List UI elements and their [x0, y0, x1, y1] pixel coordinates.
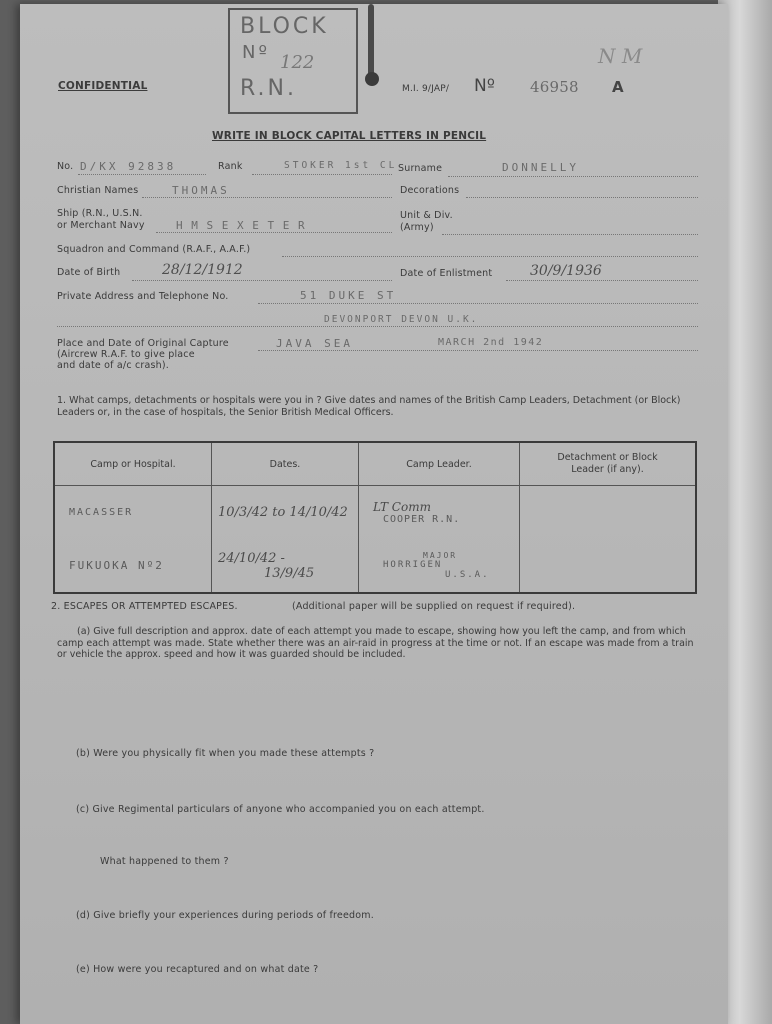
detachment-cell: [520, 539, 697, 593]
question-2e: (e) How were you recaptured and on what date ?: [76, 964, 319, 975]
surname-line: [448, 176, 698, 177]
service-no-label: No.: [57, 161, 74, 172]
leader-value-3: U.S.A.: [445, 570, 490, 580]
dates-value-2: 13/9/45: [264, 565, 315, 581]
handwritten-initials: N M: [598, 44, 643, 68]
camp-value: MACASSER: [69, 507, 134, 518]
question-2c: (c) Give Regimental particulars of anyone who accompanied you on each attempt.: [76, 804, 485, 815]
enlistment-label: Date of Enlistment: [400, 268, 493, 279]
document-page: [20, 4, 728, 1024]
dates-value: 10/3/42 to 14/10/42: [218, 505, 348, 520]
stamp-line-1: BLOCK: [240, 14, 329, 39]
service-no-line: [78, 174, 206, 175]
camp-cell: [54, 539, 212, 593]
leader-value-1: MAJOR: [423, 551, 458, 560]
capture-label-1: Place and Date of Original Capture: [57, 338, 229, 349]
squadron-label: Squadron and Command (R.A.F., A.A.F.): [57, 244, 251, 255]
question-2-heading: 2. ESCAPES OR ATTEMPTED ESCAPES.: [51, 601, 238, 612]
table-header-row: [54, 442, 696, 486]
leader-cell: [359, 486, 520, 540]
col-camp-header: Camp or Hospital.: [54, 442, 212, 486]
ship-label-2: or Merchant Navy: [57, 220, 145, 231]
dob-line: [132, 280, 392, 281]
question-2a: (a) Give full description and approx. date of each attempt you made to escape, showing how you left the camp, and from which camp each attempt was made. State whether there was an air-raid in progress at the time or not. If an escape was made from a train or vehicle the approx. speed and how it was guarded should be included.: [57, 626, 694, 660]
detachment-cell: [520, 486, 697, 540]
christian-names-label: Christian Names: [57, 185, 139, 196]
decorations-label: Decorations: [400, 185, 460, 196]
question-2c-followup: What happened to them ?: [100, 856, 229, 867]
capture-place-value: JAVA SEA: [276, 337, 353, 350]
pencil-instruction: WRITE IN BLOCK CAPITAL LETTERS IN PENCIL: [212, 130, 487, 142]
capture-label-2: (Aircrew R.A.F. to give place: [57, 349, 195, 360]
camps-table: [53, 441, 697, 594]
surname-label: Surname: [398, 163, 443, 174]
dates-cell: [212, 486, 359, 540]
squadron-line: [282, 256, 698, 257]
question-2b: (b) Were you physically fit when you made these attempts ?: [76, 748, 375, 759]
surname-value: DONNELLY: [502, 161, 579, 174]
col-dates-header: Dates.: [212, 442, 359, 486]
unit-label-1: Unit & Div.: [400, 210, 453, 221]
block-stamp: [228, 8, 358, 114]
address-value-2: DEVONPORT DEVON U.K.: [324, 314, 479, 325]
question-2-note: (Additional paper will be supplied on request if required).: [292, 601, 576, 612]
ship-label-1: Ship (R.N., U.S.N.: [57, 208, 143, 219]
rank-line: [252, 174, 392, 175]
detachment-header-text: Detachment or Block Leader (if any).: [557, 452, 658, 475]
rank-value: STOKER 1st CL: [284, 160, 398, 171]
rank-label: Rank: [218, 161, 243, 172]
capture-date-value: MARCH 2nd 1942: [438, 337, 544, 348]
document-suffix: A: [612, 78, 624, 96]
reference-code: M.I. 9/JAP/: [402, 84, 450, 94]
stamp-line-3: R.N.: [240, 76, 297, 101]
stamp-line-2: Nº: [242, 42, 270, 63]
dob-label: Date of Birth: [57, 267, 121, 278]
leader-cell: [359, 539, 520, 593]
number-label: Nº: [474, 76, 496, 96]
leader-value-1: LT Comm: [373, 500, 431, 514]
col-leader-header: Camp Leader.: [359, 442, 520, 486]
document-number: 46958: [530, 78, 579, 96]
camp-value: FUKUOKA Nº2: [69, 559, 164, 572]
service-no-value: D/KX 92838: [80, 160, 177, 173]
binding-knot: [365, 72, 379, 86]
dob-value: 28/12/1912: [162, 262, 243, 278]
dates-value-1: 24/10/42 -: [218, 550, 285, 566]
address-label: Private Address and Telephone No.: [57, 291, 229, 302]
ship-value: H M S E X E T E R: [176, 219, 306, 232]
capture-line: [258, 350, 698, 351]
decorations-line: [466, 197, 698, 198]
address-value-1: 51 DUKE ST: [300, 289, 397, 302]
unit-label-2: (Army): [400, 222, 434, 233]
camp-cell: [54, 486, 212, 540]
address-line-2: [57, 326, 698, 327]
leader-value-2: COOPER R.N.: [383, 514, 461, 525]
leader-value-2: HORRIGEN: [383, 560, 443, 570]
ship-line: [156, 232, 392, 233]
dates-cell: [212, 539, 359, 593]
enlistment-value: 30/9/1936: [530, 263, 602, 279]
enlistment-line: [506, 280, 698, 281]
christian-names-line: [142, 197, 392, 198]
col-detachment-header: [520, 442, 697, 486]
christian-names-value: THOMAS: [172, 184, 230, 197]
unit-line: [442, 234, 698, 235]
address-line-1: [258, 303, 698, 304]
stamp-block-number: 122: [280, 52, 315, 73]
question-2d: (d) Give briefly your experiences during periods of freedom.: [76, 910, 374, 921]
question-1: 1. What camps, detachments or hospitals were you in ? Give dates and names of the British Camp Leaders, Detachment (or Block) Leaders or, in the case of hospitals, the Senior British Medical Officers.: [57, 395, 681, 418]
table-row: [54, 539, 696, 593]
confidential-label: CONFIDENTIAL: [58, 80, 148, 92]
table-row: [54, 486, 696, 540]
capture-label-3: and date of a/c crash).: [57, 360, 170, 371]
